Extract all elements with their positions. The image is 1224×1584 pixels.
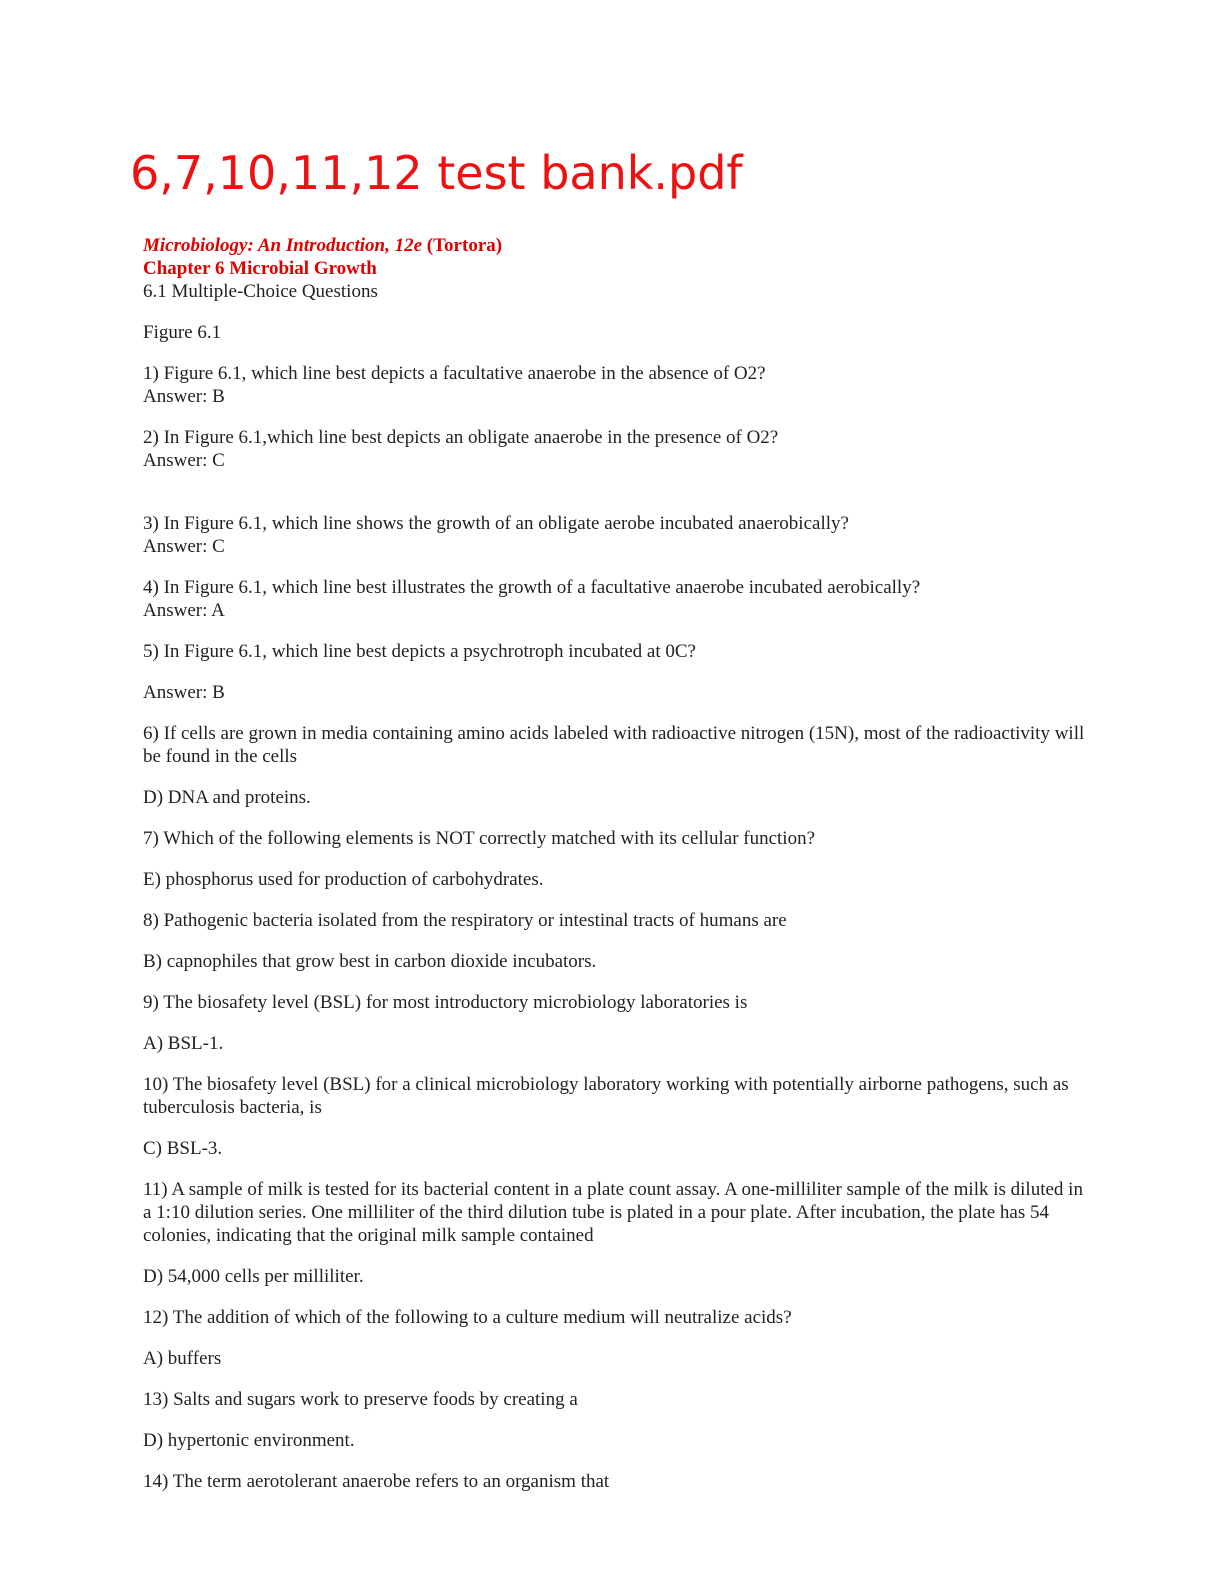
document-body	[143, 234, 1088, 1493]
question-12: 12) The addition of which of the following to a culture medium will neutralize acids?	[143, 1307, 792, 1328]
answer-4: Answer: A	[143, 600, 225, 621]
answer-13: D) hypertonic environment.	[143, 1430, 355, 1451]
document-title: 6,7,10,11,12 test bank.pdf	[130, 146, 743, 200]
question-13: 13) Salts and sugars work to preserve foods by creating a	[143, 1389, 578, 1410]
book-citation	[143, 234, 1088, 257]
figure-label: Figure 6.1	[143, 322, 222, 343]
question-14: 14) The term aerotolerant anaerobe refers to an organism that	[143, 1471, 610, 1492]
answer-8: B) capnophiles that grow best in carbon dioxide incubators.	[143, 951, 597, 972]
book-title: Microbiology: An Introduction, 12e	[143, 235, 423, 256]
question-10: 10) The biosafety level (BSL) for a clinical microbiology laboratory working with potentially airborne pathogens, such as tuberculosis bacteria, is	[143, 1074, 1069, 1118]
chapter-heading: Chapter 6 Microbial Growth	[143, 258, 377, 279]
book-author: (Tortora)	[426, 235, 503, 256]
answer-2: Answer: C	[143, 450, 225, 471]
question-9: 9) The biosafety level (BSL) for most introductory microbiology laboratories is	[143, 992, 748, 1013]
answer-7: E) phosphorus used for production of carbohydrates.	[143, 869, 544, 890]
answer-9: A) BSL-1.	[143, 1033, 224, 1054]
answer-1: Answer: B	[143, 386, 225, 407]
question-3: 3) In Figure 6.1, which line shows the growth of an obligate aerobe incubated anaerobically?	[143, 513, 849, 534]
question-2: 2) In Figure 6.1,which line best depicts an obligate anaerobe in the presence of O2?	[143, 427, 779, 448]
question-6: 6) If cells are grown in media containing amino acids labeled with radioactive nitrogen (15N), most of the radioactivity will be found in the cells	[143, 723, 1085, 767]
question-7: 7) Which of the following elements is NOT correctly matched with its cellular function?	[143, 828, 816, 849]
question-4: 4) In Figure 6.1, which line best illustrates the growth of a facultative anaerobe incubated aerobically?	[143, 577, 921, 598]
answer-12: A) buffers	[143, 1348, 222, 1369]
question-5: 5) In Figure 6.1, which line best depicts a psychrotroph incubated at 0C?	[143, 641, 696, 662]
answer-6: D) DNA and proteins.	[143, 787, 311, 808]
section-heading: 6.1 Multiple-Choice Questions	[143, 281, 378, 302]
question-11: 11) A sample of milk is tested for its bacterial content in a plate count assay. A one-milliliter sample of the milk is diluted in a 1:10 dilution series. One milliliter of the third dilution tube is plated in a pour plate. After incubation, the plate has 54 colonies, indicating that the original milk sample contained	[143, 1179, 1083, 1246]
answer-11: D) 54,000 cells per milliliter.	[143, 1266, 364, 1287]
question-1: 1) Figure 6.1, which line best depicts a facultative anaerobe in the absence of O2?	[143, 363, 766, 384]
answer-10: C) BSL-3.	[143, 1138, 223, 1159]
answer-5: Answer: B	[143, 682, 225, 703]
answer-3: Answer: C	[143, 536, 225, 557]
question-8: 8) Pathogenic bacteria isolated from the respiratory or intestinal tracts of humans are	[143, 910, 787, 931]
